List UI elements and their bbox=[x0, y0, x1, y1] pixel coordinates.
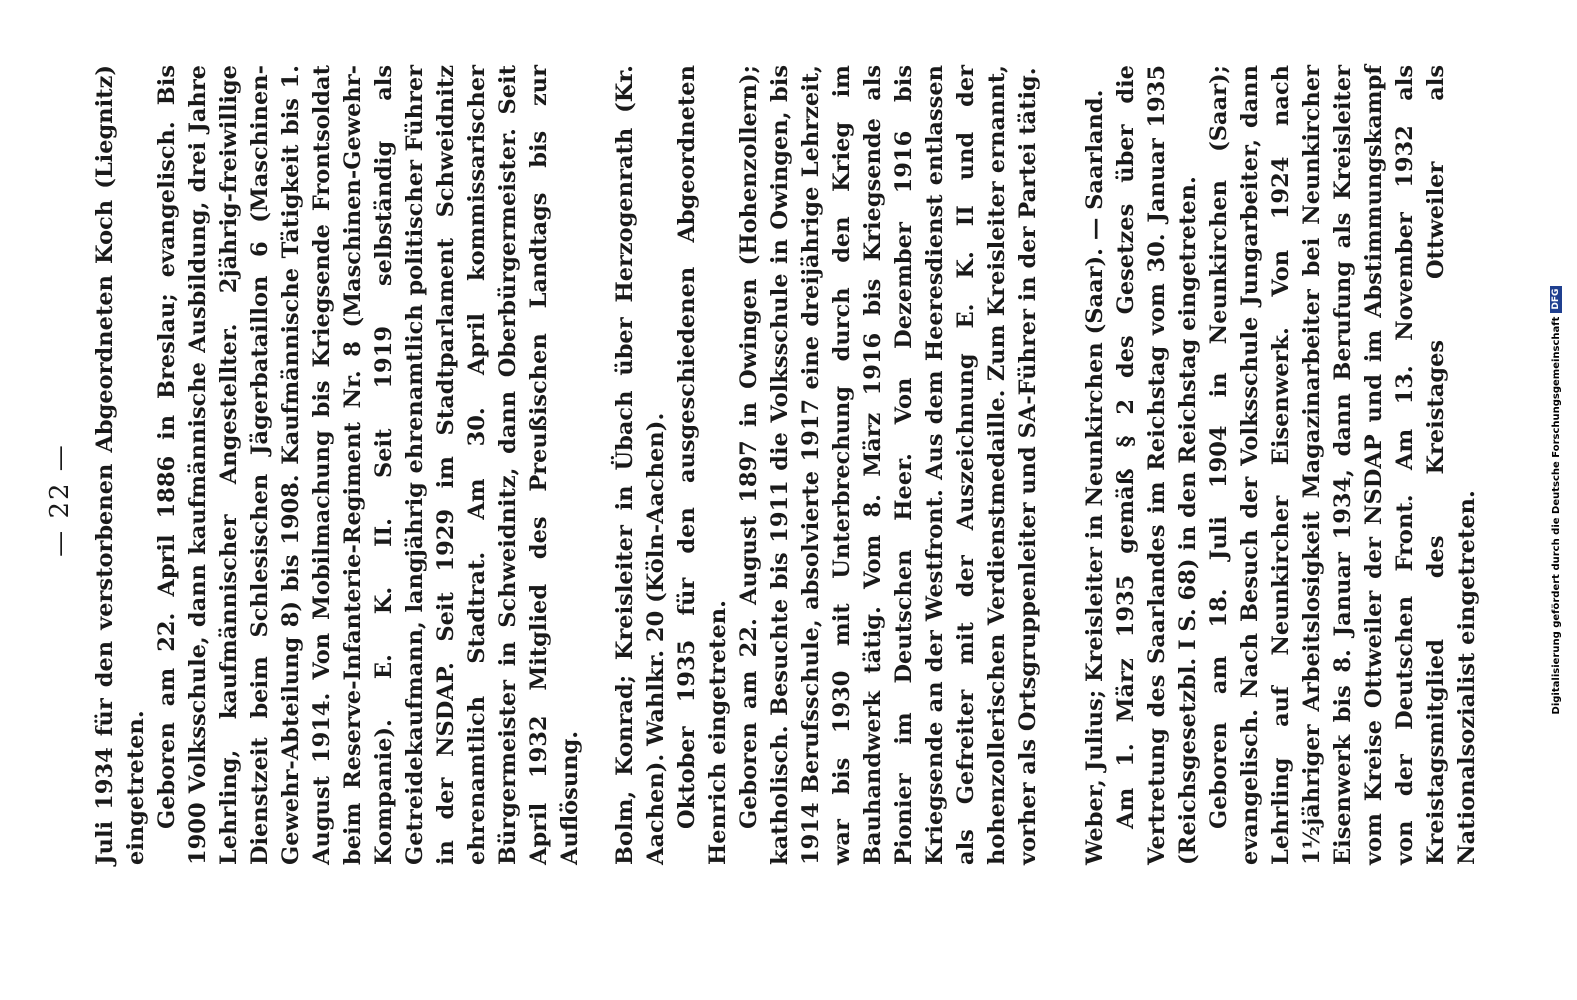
entry-paragraph: Geboren am 22. April 1886 in Breslau; evangelisch. Bis 1900 Volksschule, dann kaufmännische Ausbildung, drei Jahre Lehrling, kaufmännischer Angestellter. 2jährig-freiwillige Dienstzeit beim Schlesischen Jägerbataillon 6 (Maschinen-Gewehr-Abteilung 8) bis 1908. Kaufmännische Tätigkeit bis 1. August 1914. Von Mobilmachung bis Kriegsende Frontsoldat beim Reserve-Infanterie-Regiment Nr. 8 (Maschinen-Gewehr-Kompanie). E. K. II. Seit 1919 selbständig als Getreidekaufmann, langjährig ehrenamtlich politischer Führer in der NSDAP. Seit 1929 im Stadtparlament Schweidnitz ehrenamtlich Stadtrat. Am 30. April kommissarischer Bürgermeister in Schweidnitz, dann Oberbürgermeister. Seit April 1932 Mitglied des Preußischen Landtags bis zur Auflösung. bbox=[154, 65, 583, 865]
entry-name: Bolm, bbox=[612, 790, 638, 865]
biography-entry bbox=[610, 65, 1044, 865]
entry-paragraph: Am 1. März 1935 gemäß § 2 des Gesetzes über die Vertretung des Saarlandes im Reichstag vom 30. Januar 1935 (Reichsgesetzbl. I S. 68) in den Reichstag eingetreten. bbox=[1113, 65, 1201, 865]
dfg-logo: DFG bbox=[1550, 286, 1562, 313]
entry-paragraph: Geboren am 22. August 1897 in Owingen (Hohenzollern); katholisch. Besuchte bis 1911 die Volksschule in Owingen, bis 1914 Berufsschule, absolvierte 1917 eine dreijährige Lehrzeit, war bis 1930 mit Unterbrechung durch den Krieg im Bauhandwerk tätig. Vom 8. März 1916 bis Kriegsende als Pionier im Deutschen Heer. Von Dezember 1916 bis Kriegsende an der Westfront. Aus dem Heeresdienst entlassen als Gefreiter mit der Auszeichnung E. K. II und der hohenzollerischen Verdienstmedaille. Zum Kreisleiter ernannt, vorher als Ortsgruppenleiter und SA-Führer in der Partei tätig. bbox=[736, 65, 1041, 865]
biography-entry bbox=[1080, 65, 1483, 865]
entry-heading bbox=[610, 65, 672, 865]
entry-paragraph: Konrad; Kreisleiter in Übach über Herzogenrath (Kr. Aachen). Wahlkr. 20 (Köln-Aachen). bbox=[612, 65, 669, 865]
entry-paragraph: Geboren am 18. Juli 1904 in Neunkirchen (Saar); evangelisch. Nach Besuch der Volksschule Jungarbeiter, dann Lehrling auf Neunkircher Eisenwerk. Von 1924 nach 1½jähriger Arbeitslosigkeit Magazinarbeiter bei Neunkircher Eisenwerk bis 8. Januar 1934, dann Berufung als Kreisleiter vom Kreise Ottweiler der NSDAP und im Abstimmungskampf von der Deutschen Front. Am 13. November 1932 als Kreistagsmitglied des Kreistages Ottweiler als Nationalsozialist eingetreten. bbox=[1206, 65, 1480, 865]
entry-paragraph: Juli 1934 für den verstorbenen Abgeordneten Koch (Liegnitz) eingetreten. bbox=[92, 65, 149, 865]
entry-heading bbox=[1080, 65, 1111, 865]
biography-entry bbox=[90, 65, 586, 865]
entry-name: Weber, bbox=[1082, 779, 1108, 865]
credit-text: Digitalisierung gefördert durch die Deutsche Forschungsgemeinschaft bbox=[1550, 316, 1562, 715]
page-number: — 22 — bbox=[45, 443, 75, 557]
digitization-credit bbox=[1545, 0, 1567, 1000]
entry-paragraph: Oktober 1935 für den ausgeschiedenen Abgeordneten Henrich eingetreten. bbox=[674, 65, 731, 865]
entry-paragraph: Julius; Kreisleiter in Neunkirchen (Saar). — Saarland. bbox=[1082, 89, 1108, 772]
